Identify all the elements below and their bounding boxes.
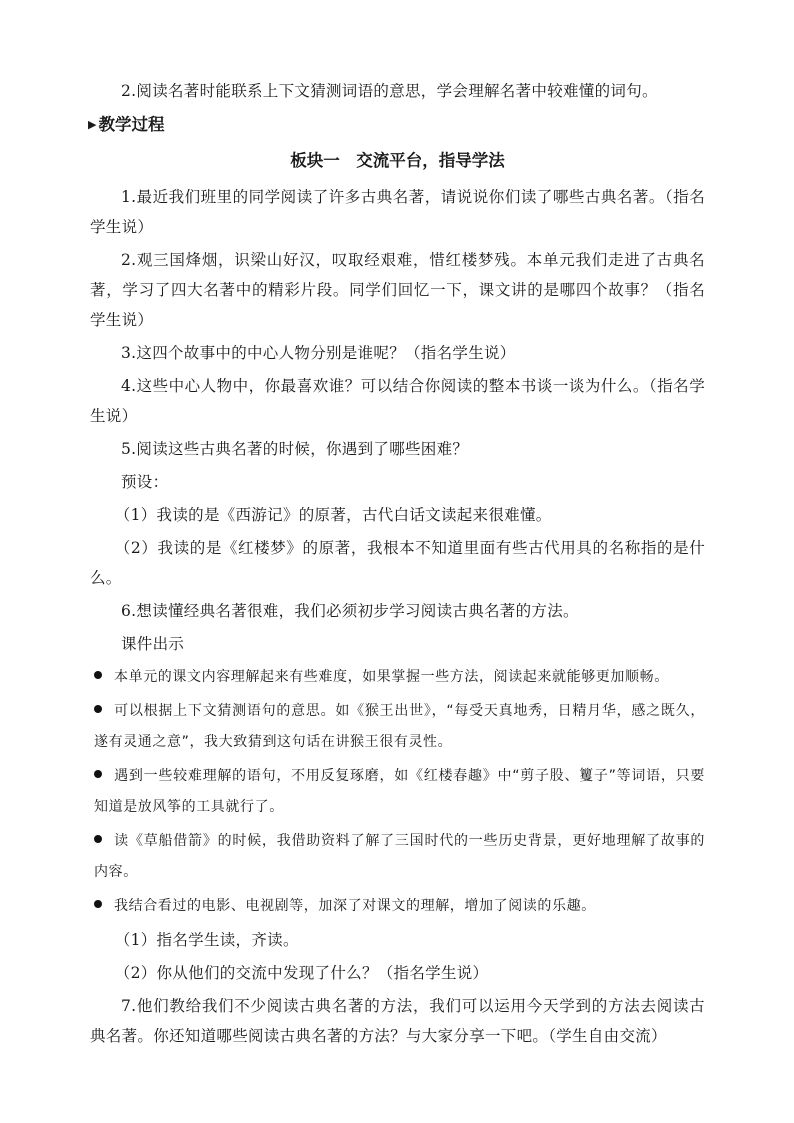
bullet-text: 我结合看过的电影、电视剧等，加深了对课文的理解，增加了阅读的乐趣。: [114, 898, 596, 914]
bullet-dot-icon: [94, 770, 102, 778]
item-3: 3.这四个故事中的中心人物分别是谁呢？（指名学生说）: [121, 344, 516, 362]
courseware-bullet-3: [90, 761, 705, 823]
item-4: 4.这些中心人物中，你最喜欢谁？可以结合你阅读的整本书谈一谈为什么。（指名学生说）: [90, 377, 705, 425]
item-5: 5.阅读这些古典名著的时候，你遇到了哪些困难？: [121, 440, 469, 458]
bullet-text: 可以根据上下文猜测语句的意思。如《猴王出世》，“每受天真地秀，日精月华，感之既久，遂有灵通之意”，我大致猜到这句话在讲猴王很有灵性。: [94, 703, 705, 750]
item-6: 6.想读懂经典名著很难，我们必须初步学习阅读古典名著的方法。: [121, 602, 579, 620]
item-7: 7.他们教给我们不少阅读古典名著的方法，我们可以运用今天学到的方法去阅读古典名著。你还知道哪些阅读古典名著的方法？与大家分享一下吧。（学生自由交流）: [90, 997, 705, 1045]
courseware-label: 课件出示: [121, 635, 185, 653]
document-page: [90, 76, 705, 1054]
bullet-dot-icon: [94, 705, 102, 713]
triangle-bullet-icon: ▶: [88, 118, 97, 131]
followup-1: （1）指名学生读，齐读。: [114, 931, 299, 949]
preset-1: （1）我读的是《西游记》的原著，古代白话文读起来很难懂。: [114, 506, 552, 524]
courseware-bullet-5: [90, 891, 705, 922]
bullet-text: 遇到一些较难理解的语句，不用反复琢磨，如《红楼春趣》中“剪子股、籰子”等词语，只要知道是放风筝的工具就行了。: [94, 768, 705, 815]
preset-2: （2）我读的是《红楼梦》的原著，我根本不知道里面有些古代用具的名称指的是什么。: [90, 539, 705, 587]
section-heading-text: 教学过程: [98, 115, 165, 134]
preset-label: 预设：: [121, 473, 169, 491]
bullet-dot-icon: [94, 671, 102, 679]
followup-2: （2）你从他们的交流中发现了什么？（指名学生说）: [114, 964, 489, 982]
courseware-bullet-4: [90, 826, 705, 888]
item-1: 1.最近我们班里的同学阅读了许多古典名著，请说说你们读了哪些古典名著。（指名学生说）: [90, 188, 705, 236]
bullet-text: 本单元的课文内容理解起来有些难度，如果掌握一些方法，阅读起来就能够更加顺畅。: [114, 669, 669, 685]
courseware-bullet-2: [90, 696, 705, 758]
courseware-bullet-1: [90, 662, 705, 693]
section-heading: [88, 110, 705, 140]
item-2: 2.观三国烽烟，识梁山好汉，叹取经艰难，惜红楼梦残。本单元我们走进了古典名著，学习了四大名著中的精彩片段。同学们回忆一下，课文讲的是哪四个故事？（指名学生说）: [90, 251, 705, 329]
bullet-dot-icon: [94, 835, 102, 843]
objective-2: 2.阅读名著时能联系上下文猜测词语的意思，学会理解名著中较难懂的词句。: [121, 82, 658, 100]
bullet-dot-icon: [94, 900, 102, 908]
block-title: 板块一 交流平台，指导学法: [290, 151, 505, 170]
bullet-text: 读《草船借箭》的时候，我借助资料了解了三国时代的一些历史背景，更好地理解了故事的内容。: [94, 833, 705, 880]
